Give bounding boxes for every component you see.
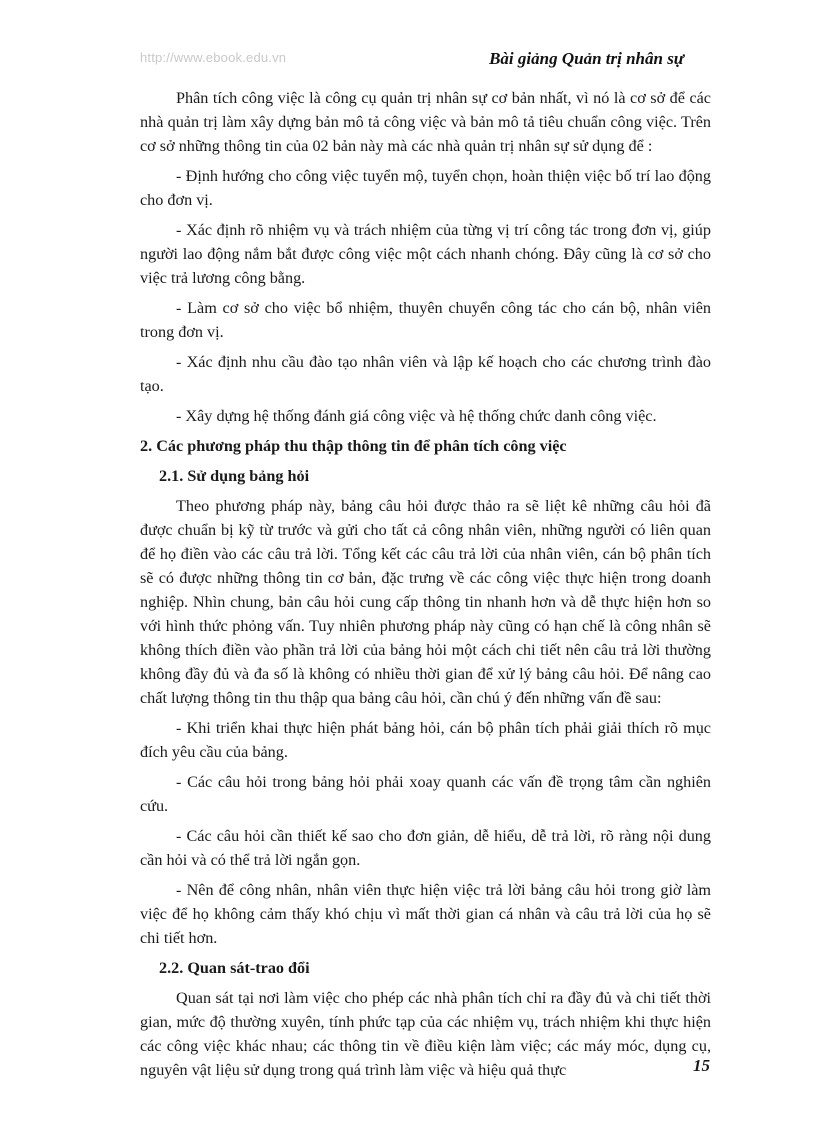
note-item: - Các câu hỏi trong bảng hỏi phải xoay quanh các vấn đề trọng tâm cần nghiên cứu. <box>140 773 711 815</box>
note-item: - Khi triển khai thực hiện phát bảng hỏi, cán bộ phân tích phải giải thích rõ mục đích yêu cầu của bảng. <box>140 719 711 761</box>
section-2-1-paragraph: Theo phương pháp này, bảng câu hỏi được thảo ra sẽ liệt kê những câu hỏi đã được chuẩn bị kỹ từ trước và gửi cho tất cả công nhân viên, những người có liên quan để họ điền vào các câu trả lời. Tổng kết các câu trả lời của nhân viên, cán bộ phân tích sẽ có được những thông tin cơ bản, đặc trưng về các công việc thực hiện trong doanh nghiệp. Nhìn chung, bản câu hỏi cung cấp thông tin nhanh hơn và dễ thực hiện hơn so với hình thức phỏng vấn. Tuy nhiên phương pháp này cũng có hạn chế là công nhân sẽ không thích điền vào phần trả lời của bảng hỏi một cách chi tiết nên câu trả lời thường không đầy đủ và đa số là không có nhiều thời gian để xử lý bảng câu hỏi. Để nâng cao chất lượng thông tin thu thập qua bảng câu hỏi, cần chú ý đến những vấn đề sau: <box>140 497 711 707</box>
section-2-1-heading: 2.1. Sử dụng bảng hỏi <box>159 467 310 485</box>
page-number: 15 <box>693 1056 710 1075</box>
intro-paragraph: Phân tích công việc là công cụ quản trị nhân sự cơ bản nhất, vì nó là cơ sở để các nhà quản trị làm xây dựng bản mô tả công việc và bản mô tả tiêu chuẩn công việc. Trên cơ sở những thông tin của 02 bản này mà các nhà quản trị nhân sự sử dụng để : <box>140 89 711 155</box>
header-url: http://www.ebook.edu.vn <box>140 50 287 65</box>
section-2-2-paragraph: Quan sát tại nơi làm việc cho phép các nhà phân tích chỉ ra đầy đủ và chi tiết thời gian, mức độ thường xuyên, tính phức tạp của các nhiệm vụ, trách nhiệm khi thực hiện các công việc khác nhau; các thông tin về điều kiện làm việc; các máy móc, dụng cụ, nguyên vật liệu sử dụng trong quá trình làm việc và hiệu quả thực <box>140 989 711 1079</box>
use-item: - Định hướng cho công việc tuyển mộ, tuyển chọn, hoàn thiện việc bố trí lao động cho đơn vị. <box>140 167 711 209</box>
use-item: - Xác định nhu cầu đào tạo nhân viên và lập kế hoạch cho các chương trình đào tạo. <box>140 353 711 395</box>
use-item: - Xây dựng hệ thống đánh giá công việc và hệ thống chức danh công việc. <box>176 407 657 425</box>
section-2-2-heading: 2.2. Quan sát-trao đổi <box>159 959 310 977</box>
section-2-heading: 2. Các phương pháp thu thập thông tin để phân tích công việc <box>140 437 567 455</box>
page-content <box>140 86 711 1088</box>
note-item: - Các câu hỏi cần thiết kế sao cho đơn giản, dễ hiểu, dễ trả lời, rõ ràng nội dung cần hỏi và có thể trả lời ngắn gọn. <box>140 827 711 869</box>
header-title: Bài giảng Quản trị nhân sự <box>489 49 684 68</box>
use-item: - Xác định rõ nhiệm vụ và trách nhiệm của từng vị trí công tác trong đơn vị, giúp người lao động nắm bắt được công việc một cách nhanh chóng. Đây cũng là cơ sở cho việc trả lương công bằng. <box>140 221 711 287</box>
note-item: - Nên để công nhân, nhân viên thực hiện việc trả lời bảng câu hỏi trong giờ làm việc để họ không cảm thấy khó chịu vì mất thời gian cá nhân và câu trả lời của họ sẽ chi tiết hơn. <box>140 881 711 947</box>
use-item: - Làm cơ sở cho việc bổ nhiệm, thuyên chuyển công tác cho cán bộ, nhân viên trong đơn vị. <box>140 299 711 341</box>
